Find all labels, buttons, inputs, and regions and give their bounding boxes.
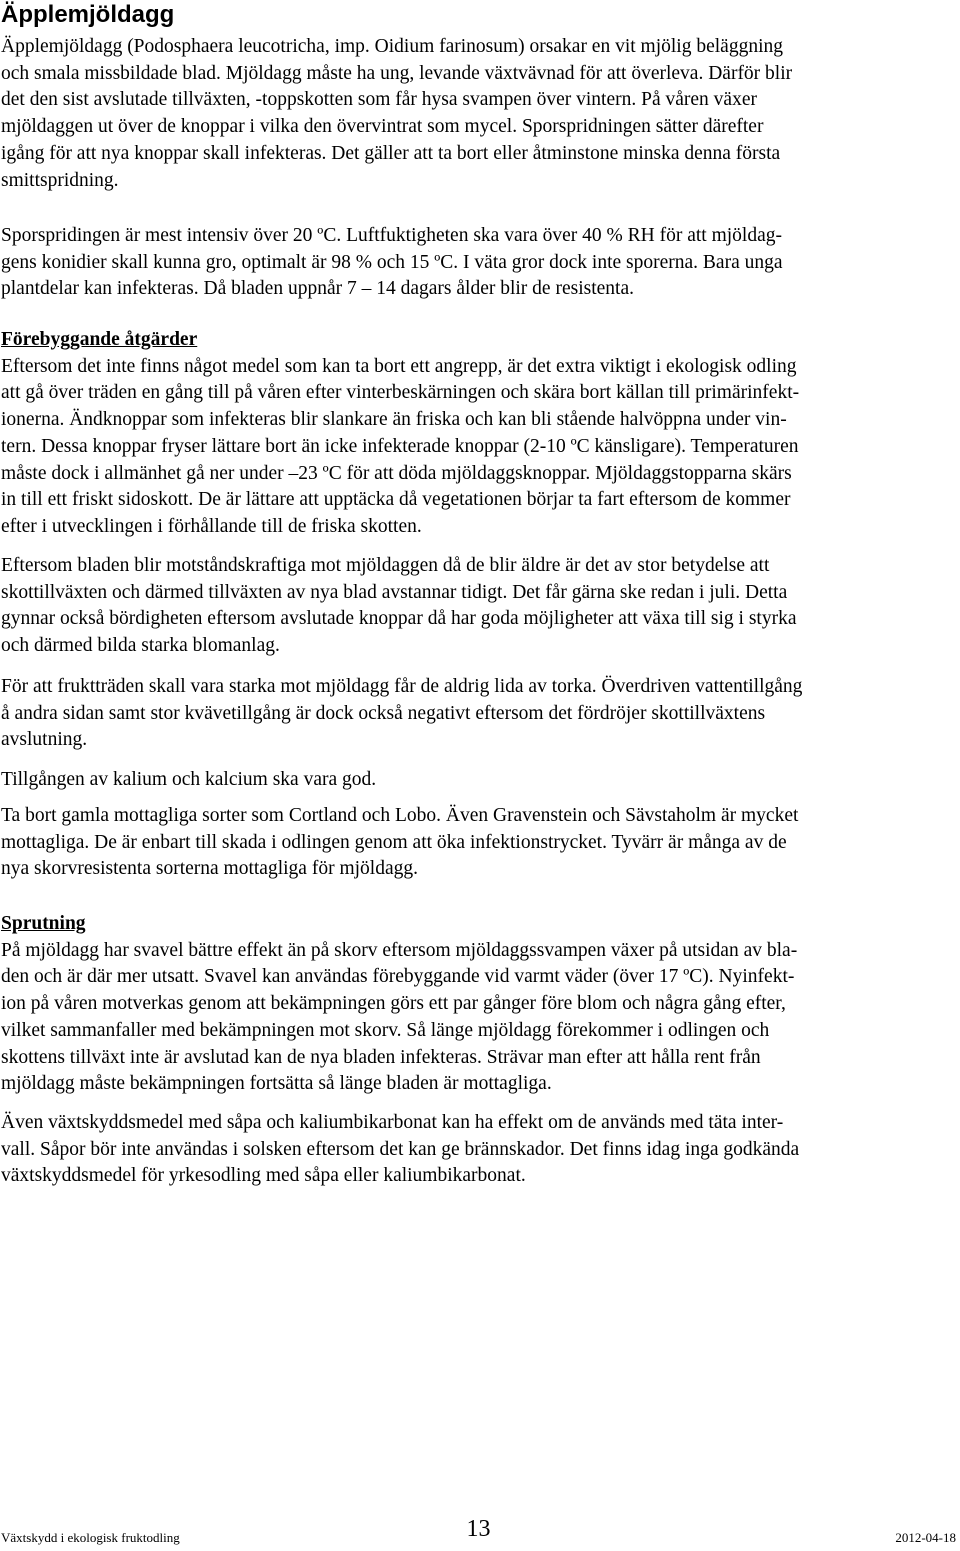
footer-date: 2012-04-18 — [895, 1530, 956, 1545]
text-line: Eftersom bladen blir motståndskraftiga mot mjöldaggen då de blir äldre är det av stor betydelse att — [1, 555, 770, 576]
text-line: På mjöldagg har svavel bättre effekt än på skorv eftersom mjöldaggssvampen växer på utsidan av bla- — [1, 939, 798, 961]
section-heading-spraying: Sprutning — [1, 913, 86, 934]
text-line: gynnar också bördigheten eftersom avslutade knoppar då har goda möjligheter att växa till sig i styrka — [1, 608, 797, 630]
text-line: Äpplemjöldagg (Podosphaera leucotricha, imp. Oidium farinosum) orsakar en vit mjölig beläggning — [1, 36, 783, 57]
paragraph-nutrients — [1, 767, 956, 794]
text-line: vall. Såpor bör inte användas i solsken eftersom det kan ge brännskador. Det finns idag inga godkända — [1, 1138, 800, 1160]
text-line: smittspridning. — [1, 169, 119, 191]
paragraph-intro — [1, 34, 956, 194]
text-line: ionerna. Ändknoppar som infekteras blir slankare än friska och kan bli stående halvöppna under vin- — [1, 409, 787, 431]
section-spraying — [1, 911, 956, 1098]
text-line: den och är där mer utsatt. Svavel kan användas förebyggande vid varmt väder (över 17 ºC). Nyinfekt- — [1, 966, 795, 988]
text-line: mottagliga. De är enbart till skada i odlingen genom att öka infektionstrycket. Tyvärr är många av de — [1, 831, 787, 853]
text-line: För att fruktträden skall vara starka mot mjöldagg får de aldrig lida av torka. Överdriven vattentillgång — [1, 676, 803, 697]
footer-document-title: Växtskydd i ekologisk fruktodling — [1, 1530, 180, 1545]
text-line: Eftersom det inte finns något medel som kan ta bort ett angrepp, är det extra viktigt i ekologisk odling — [1, 355, 797, 377]
text-line: skottillväxten och därmed tillväxten av nya blad avstannar tidigt. Det får gärna ske redan i juli. Detta — [1, 581, 788, 603]
section-preventive — [1, 327, 956, 541]
text-line: plantdelar kan infekteras. Då bladen uppnår 7 – 14 dagars ålder blir de resistenta. — [1, 278, 634, 300]
text-line: Tillgången av kalium och kalcium ska vara god. — [1, 769, 377, 790]
text-line: vilket sammanfaller med bekämpningen mot skorv. Så länge mjöldagg förekommer i odlingen och — [1, 1019, 770, 1041]
text-line: Ta bort gamla mottagliga sorter som Cortland och Lobo. Även Gravenstein och Sävstaholm är mycket — [1, 805, 799, 826]
text-line: nya skorvresistenta sorterna mottagliga för mjöldagg. — [1, 858, 418, 880]
text-line: avslutning. — [1, 729, 88, 751]
page-title: Äpplemjöldagg — [1, 1, 175, 28]
text-line: efter i utvecklingen i förhållande till de friska skotten. — [1, 515, 422, 537]
text-line: växtskyddsmedel för yrkesodling med såpa eller kaliumbikarbonat. — [1, 1165, 526, 1187]
paragraph-leaf-resistance — [1, 553, 956, 660]
paragraph-spore-conditions — [1, 223, 956, 303]
text-line: tern. Dessa knoppar fryser lättare bort än icke infekterade knoppar (2-10 ºC känsligare). Temperaturen — [1, 435, 799, 457]
text-line: och smala missbildade blad. Mjöldagg måste ha ung, levande växtvävnad för att överleva. Därför blir — [1, 62, 793, 84]
text-line: det den sist avslutade tillväxten, -toppskotten som får hysa svampen över vintern. På våren växer — [1, 89, 757, 111]
text-line: att gå över träden en gång till på våren efter vinterbeskärningen och skära bort källan till primärinfekt- — [1, 382, 800, 404]
text-line: mjöldaggen ut över de knoppar i vilka den övervintrat som mycel. Sporspridningen sätter därefter — [1, 116, 764, 138]
page-number: 13 — [466, 1516, 491, 1542]
text-line: Även växtskyddsmedel med såpa och kaliumbikarbonat kan ha effekt om de används med täta inter- — [1, 1112, 784, 1133]
paragraph-soap — [1, 1110, 956, 1190]
text-line: å andra sidan samt stor kvävetillgång är dock också negativt eftersom det fördröjer skottillväxtens — [1, 702, 766, 724]
section-heading-preventive: Förebyggande åtgärder — [1, 329, 198, 350]
text-line: gens konidier skall kunna gro, optimalt är 98 % och 15 ºC. I väta gror dock inte sporerna. Bara unga — [1, 251, 783, 273]
text-line: ion på våren motverkas genom att bekämpningen görs ett par gånger före blom och några gång efter, — [1, 993, 786, 1015]
text-line: och därmed bilda starka blomanlag. — [1, 635, 280, 657]
text-line: mjöldagg måste bekämpningen fortsätta så länge bladen är mottagliga. — [1, 1073, 552, 1095]
text-line: in till ett friskt sidoskott. De är lättare att upptäcka då vegetationen börjar ta fart eftersom de kommer — [1, 489, 791, 511]
text-line: Sporspridingen är mest intensiv över 20 ºC. Luftfuktigheten ska vara över 40 % RH för att mjöldag- — [1, 225, 782, 246]
page-footer — [1, 1516, 956, 1550]
paragraph-varieties — [1, 803, 956, 883]
paragraph-drought — [1, 674, 956, 754]
text-line: skottens tillväxt inte är avslutad kan de nya bladen infekteras. Strävar man efter att hålla rent från — [1, 1046, 761, 1068]
text-line: måste dock i allmänhet gå ner under –23 ºC för att döda mjöldaggsknoppar. Mjöldaggstopparna skärs — [1, 462, 792, 484]
text-line: igång för att nya knoppar skall infekteras. Det gäller att ta bort eller åtminstone minska denna första — [1, 142, 781, 164]
